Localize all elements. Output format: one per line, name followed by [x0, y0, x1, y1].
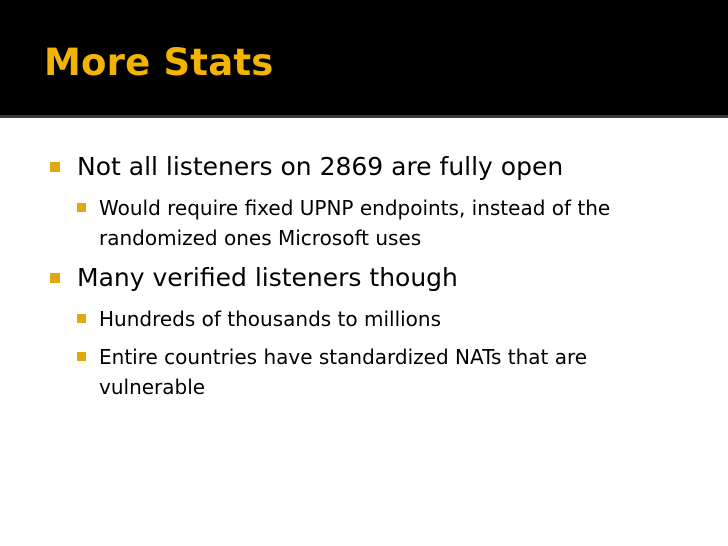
bullet-text: Not all listeners on 2869 are fully open — [77, 152, 564, 181]
square-bullet-icon — [77, 203, 86, 212]
slide-body — [0, 118, 728, 546]
square-bullet-icon — [50, 162, 60, 172]
bullet-list — [0, 150, 728, 410]
slide-title: More Stats — [44, 41, 274, 84]
sub-bullet-item — [0, 304, 669, 334]
sub-bullet-item — [0, 193, 669, 253]
square-bullet-icon — [77, 352, 86, 361]
sub-bullet-item — [0, 342, 669, 402]
square-bullet-icon — [50, 273, 60, 283]
bullet-item — [0, 150, 697, 184]
sub-bullet-text: Would require fixed UPNP endpoints, instead of the randomized ones Microsoft uses — [99, 196, 611, 250]
square-bullet-icon — [77, 314, 86, 323]
sub-bullet-text: Hundreds of thousands to millions — [99, 307, 442, 331]
bullet-text: Many verified listeners though — [77, 263, 458, 292]
sub-bullet-text: Entire countries have standardized NATs that are vulnerable — [99, 345, 588, 399]
bullet-item — [0, 261, 697, 295]
title-bar — [0, 0, 728, 115]
